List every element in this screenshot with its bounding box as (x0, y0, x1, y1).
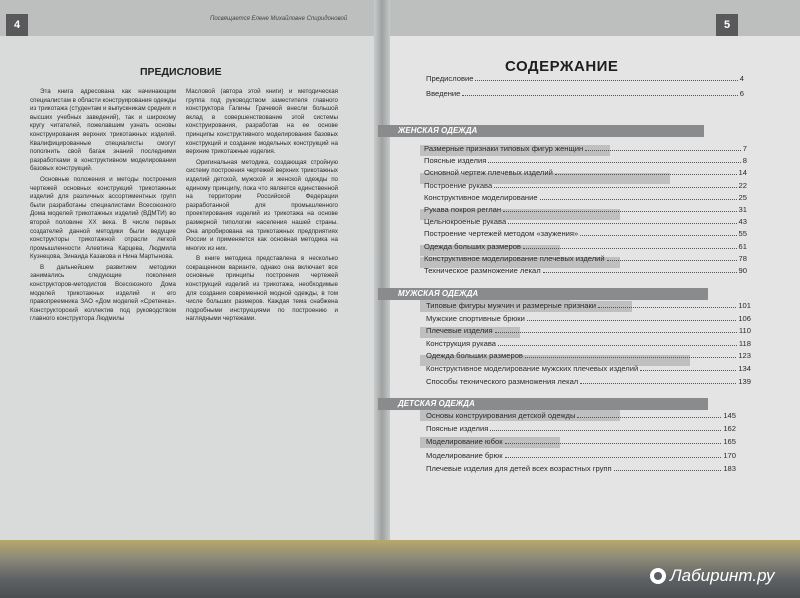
toc-dot-leader (577, 417, 721, 418)
toc-entry[interactable] (424, 254, 747, 263)
toc-entry[interactable] (424, 193, 747, 202)
toc-entry-page: 61 (738, 241, 747, 251)
toc-dot-leader (508, 223, 736, 224)
toc-entry-page: 78 (738, 253, 747, 263)
toc-entry[interactable] (426, 424, 736, 433)
preface-column-2 (186, 88, 338, 326)
toc-dot-leader (498, 345, 737, 346)
toc-dot-leader (585, 150, 741, 151)
dedication-text: Посвящается Елене Михайловне Спиридоновой (210, 16, 348, 22)
toc-entry-page: 90 (738, 266, 747, 275)
toc-entry[interactable] (424, 144, 747, 153)
right-page (382, 0, 800, 565)
toc-entry[interactable] (426, 314, 751, 323)
toc-entry-page: 8 (742, 156, 747, 166)
toc-dot-leader (607, 260, 737, 261)
toc-dot-leader (495, 332, 737, 333)
toc-entry-label: Построение рукава (424, 180, 493, 190)
toc-title: СОДЕРЖАНИЕ (505, 58, 619, 75)
toc-entry[interactable] (426, 437, 736, 446)
toc-dot-leader (555, 174, 737, 175)
toc-entry-label: Конструктивное моделирование мужских плечевых изделий (426, 364, 639, 373)
toc-entry[interactable] (424, 229, 747, 238)
toc-entry-label: Конструкция рукава (426, 338, 497, 348)
book-spine (374, 0, 390, 565)
toc-entry-page: 101 (738, 301, 751, 310)
preface-paragraph: В дальнейшем развитием методики занимались следующие поколения конструкторов-методистов Всесоюзного Дома моделей трикотажных изделий и его правопреемника ЗАО «Дом моделей «Сретенка». Конструкторский коллектив под руководством главного конструктора Людмилы (30, 263, 176, 323)
toc-entry-page: 22 (738, 180, 747, 190)
preface-title: ПРЕДИСЛОВИЕ (140, 66, 222, 78)
toc-dot-leader (540, 199, 737, 200)
toc-entry-page: 134 (738, 364, 751, 373)
preface-paragraph: В книге методика представлена в несколько сокращенном варианте, однако она включает все основные принципы построения чертежей конструкций изделий из трикотажа, необходимые для создания современной модной одежды, в том числе больших размеров. Каждая тема снабжена подробными инструкциями по построению и наглядными чертежами. (186, 255, 338, 323)
toc-entry-label: Плечевые изделия для детей всех возрастных групп (426, 463, 612, 473)
toc-entry-label: Моделирование юбок (426, 437, 503, 447)
toc-entry-label: Основной чертеж плечевых изделий (424, 168, 553, 178)
toc-entry-label: Поясные изделия (424, 156, 487, 166)
toc-entry[interactable] (424, 266, 747, 275)
toc-entry-label: Конструктивное моделирование плечевых изделий (424, 253, 605, 263)
toc-dot-leader (640, 370, 736, 371)
section-header-men: МУЖСКАЯ ОДЕЖДА (378, 288, 708, 300)
toc-entry-page: 7 (742, 144, 747, 153)
toc-dot-leader (525, 357, 736, 358)
toc-entry[interactable] (426, 351, 751, 360)
toc-entry-label: Цельнокроеные рукава (424, 217, 507, 227)
toc-entry-label: Типовые фигуры мужчин и размерные признаки (426, 301, 597, 310)
labirint-logo-icon (650, 568, 666, 584)
toc-entry-page: 106 (738, 313, 751, 323)
toc-dot-leader (505, 443, 722, 444)
toc-entry-label: Конструктивное моделирование (424, 192, 538, 202)
toc-entry-label: Рукава покроя реглан (424, 205, 502, 214)
toc-entry-page: 118 (738, 338, 751, 348)
toc-dot-leader (490, 430, 721, 431)
toc-entry[interactable] (426, 326, 751, 335)
toc-dot-leader (494, 187, 736, 188)
toc-dot-leader (614, 470, 722, 471)
toc-dot-leader (580, 235, 736, 236)
toc-dot-leader (543, 272, 737, 273)
toc-entry[interactable] (424, 205, 747, 214)
toc-entry-page: 183 (723, 463, 736, 473)
toc-entry-page: 170 (723, 450, 736, 460)
toc-entry-label: Поясные изделия (426, 424, 489, 434)
toc-entry-label: Размерные признаки типовых фигур женщин (424, 144, 584, 153)
toc-entry[interactable]: Введение 6 (426, 89, 744, 98)
toc-entry[interactable] (424, 168, 747, 177)
toc-dot-leader (527, 320, 737, 321)
watermark-logo: Лабиринт.ру (650, 566, 774, 586)
section-header-kids: ДЕТСКАЯ ОДЕЖДА (378, 398, 708, 410)
toc-entry[interactable] (424, 181, 747, 190)
toc-entry-label: Основы конструирования детской одежды (426, 411, 576, 420)
toc-entry-page: 165 (723, 437, 736, 447)
toc-entry-label: Способы технического размножения лекал (426, 376, 579, 386)
toc-entry-page: 43 (738, 217, 747, 227)
toc-entry[interactable] (426, 301, 751, 310)
toc-dot-leader (505, 457, 722, 458)
toc-entry-label: Техническое размножение лекал (424, 266, 541, 275)
toc-dot-leader (580, 383, 736, 384)
toc-entry-label: Мужские спортивные брюки (426, 313, 525, 323)
toc-entry[interactable] (426, 464, 736, 473)
toc-entry[interactable]: Предисловие 4 (426, 74, 744, 83)
toc-entry-label: Одежда больших размеров (426, 351, 523, 361)
section-header-women: ЖЕНСКАЯ ОДЕЖДА (378, 125, 704, 137)
toc-entry-page: 14 (738, 168, 747, 178)
preface-paragraph: Масловой (автора этой книги) и методическая группа под руководством заместителя главного конструктора Галины Грачевой внесли большой вклад в совершенствование этой системы конструирования, разработав на ее основе принципы конструктивного моделирования базовых конструкций и создание модельных конструкций на верхние трикотажные изделия. (186, 88, 338, 156)
toc-entry-page: 162 (723, 424, 736, 434)
toc-entry-page: 145 (723, 411, 736, 420)
toc-entry-page: 31 (738, 205, 747, 214)
toc-entry[interactable] (426, 451, 736, 460)
right-page-number: 5 (716, 14, 738, 36)
preface-paragraph: Основные положения и методы построения чертежей основных конструкций трикотажных изделий для различных ассортиментных групп были разработаны специалистами Всесоюзного Дома моделей трикотажных изделий (ВДМТИ) во второй половине XX века. В числе первых создателей данной методики были ведущие конструкторы трикотажной отрасли легкой промышленности Алевтина Карцева, Людмила Кузнецова, Зинаида Казакова и Нина Мартынова. (30, 175, 176, 261)
toc-entry-label: Моделирование брюк (426, 450, 503, 460)
preface-column-1 (30, 88, 176, 326)
toc-entry-label: Построение чертежей методом «заужения» (424, 229, 579, 239)
toc-entry[interactable] (426, 377, 751, 386)
toc-dot-leader (523, 248, 737, 249)
toc-entry-label: Одежда больших размеров (424, 241, 521, 251)
toc-entry-page: 55 (738, 229, 747, 239)
toc-entry-page: 110 (738, 326, 751, 336)
toc-entry-label: Плечевые изделия (426, 326, 493, 336)
toc-entry-page: 25 (738, 192, 747, 202)
toc-entry-page: 123 (738, 351, 751, 361)
toc-entry[interactable] (424, 242, 747, 251)
toc-entry[interactable] (426, 339, 751, 348)
left-page-number: 4 (6, 14, 28, 36)
preface-paragraph: Эта книга адресована как начинающим специалистам в области конструирования одежды из трикотажа (студентам и выпускникам средних и высших учебных заведений), так и широкому кругу читателей, пожелавшим узнать основы конструирования верхних трикотажных изделий. Квалифицированные специалисты смогут пополнить свой багаж знаний последними разработками в конструктивном моделировании базовых конструкций. (30, 88, 176, 173)
toc-entry[interactable] (424, 156, 747, 165)
toc-dot-leader (488, 162, 740, 163)
toc-entry[interactable] (424, 217, 747, 226)
toc-dot-leader (503, 211, 736, 212)
toc-dot-leader (598, 307, 736, 308)
toc-entry[interactable] (426, 364, 751, 373)
toc-entry[interactable] (426, 411, 736, 420)
preface-paragraph: Оригинальная методика, создающая стройную систему построения чертежей верхних трикотажных изделий детской, мужской и женской одежды по единому принципу, пока что является единственной на территории Российской Федерации разработанной для промышленного проектирования изделий из трикотажа на основе размерной типологии населения нашей страны. Она апробирована на трикотажных предприятиях России и применяется как основная методика на многих из них. (186, 158, 338, 252)
toc-entry-page: 139 (738, 376, 751, 386)
